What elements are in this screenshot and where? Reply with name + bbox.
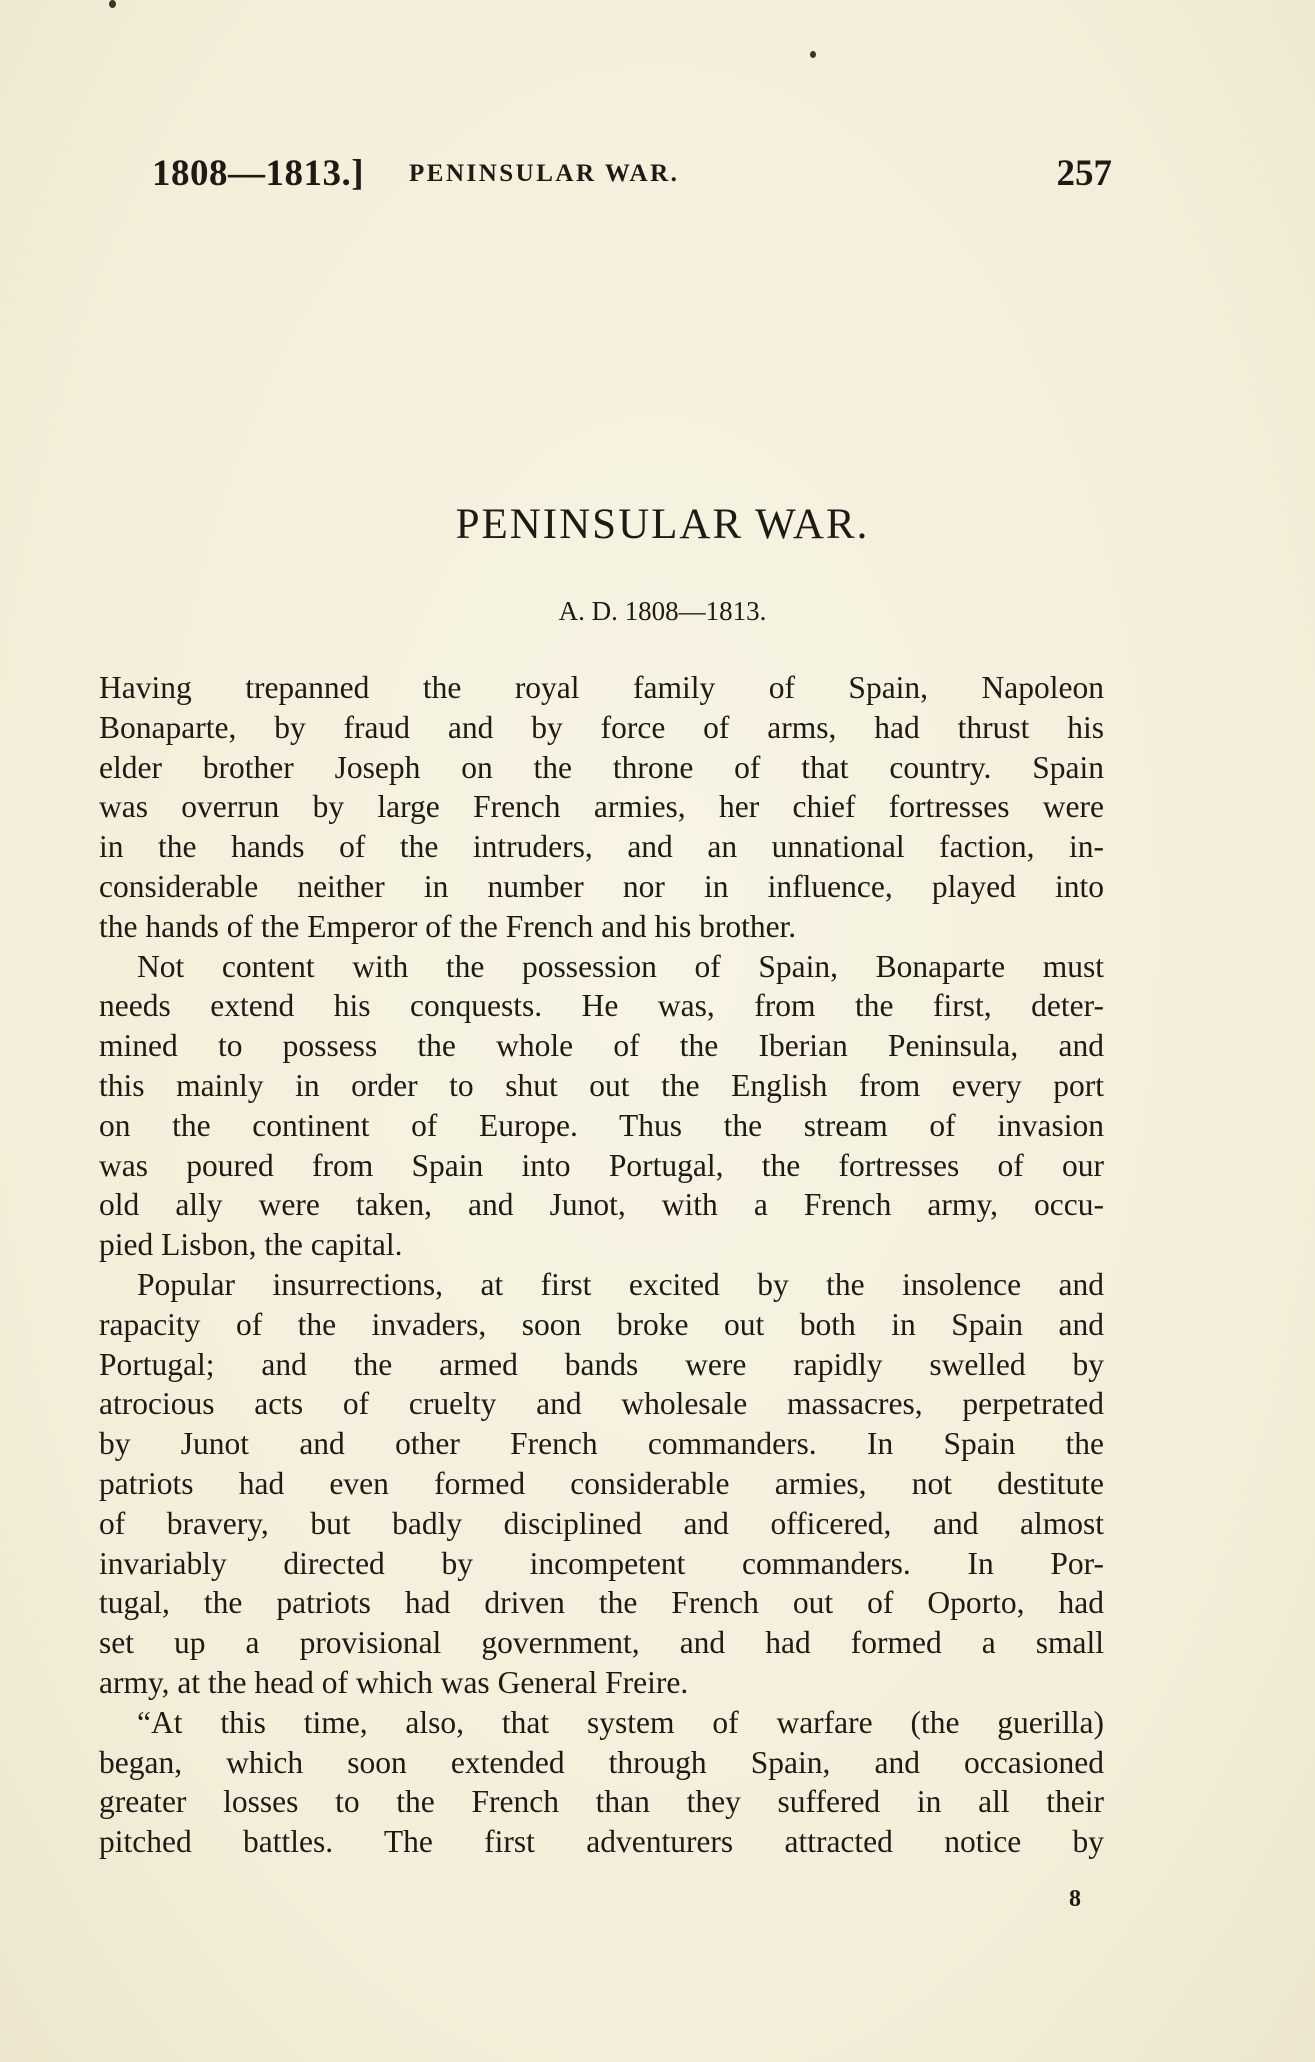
text-line: mined to possess the whole of the Iberian Peninsula, and bbox=[99, 1028, 1104, 1064]
running-head-title: PENINSULAR WAR. bbox=[409, 160, 680, 187]
chapter-title: PENINSULAR WAR. bbox=[455, 501, 870, 548]
text-line: elder brother Joseph on the throne of that country. Spain bbox=[99, 749, 1104, 785]
text-line: army, at the head of which was General Freire. bbox=[99, 1664, 689, 1700]
text-line: was overrun by large French armies, her chief fortresses were bbox=[99, 789, 1104, 825]
text-line: this mainly in order to shut out the English from every port bbox=[99, 1067, 1104, 1103]
text-line: set up a provisional government, and had formed a small bbox=[99, 1625, 1104, 1661]
chapter-dateline: A. D. 1808—1813. bbox=[558, 596, 767, 626]
signature-mark: 8 bbox=[1069, 1886, 1081, 1912]
text-line: Having trepanned the royal family of Spain, Napoleon bbox=[99, 670, 1104, 705]
text-line: Portugal; and the armed bands were rapidly swelled by bbox=[99, 1346, 1104, 1382]
text-line: by Junot and other French commanders. In Spain the bbox=[99, 1426, 1104, 1462]
text-line: the hands of the Emperor of the French and his brother. bbox=[99, 908, 797, 944]
text-line: considerable neither in number nor in influence, played into bbox=[99, 868, 1104, 904]
ink-speck bbox=[810, 51, 816, 58]
ink-speck bbox=[109, 0, 116, 8]
text-line: tugal, the patriots had driven the French out of Oporto, had bbox=[99, 1585, 1104, 1621]
text-line: old ally were taken, and Junot, with a French army, occu- bbox=[99, 1187, 1104, 1223]
text-line: greater losses to the French than they suffered in all their bbox=[99, 1784, 1104, 1820]
text-line: atrocious acts of cruelty and wholesale massacres, perpetrated bbox=[99, 1386, 1104, 1422]
text-line: invariably directed by incompetent commanders. In Por- bbox=[99, 1545, 1104, 1581]
text-line: pitched battles. The first adventurers attracted notice by bbox=[99, 1824, 1104, 1860]
page-number: 257 bbox=[1056, 153, 1112, 194]
text-line: began, which soon extended through Spain, and occasioned bbox=[99, 1744, 1104, 1780]
running-head bbox=[152, 152, 1152, 202]
text-line: Bonaparte, by fraud and by force of arms, had thrust his bbox=[99, 709, 1104, 745]
text-line: Not content with the possession of Spain, Bonaparte must bbox=[137, 948, 1104, 984]
text-line: “At this time, also, that system of warfare (the guerilla) bbox=[137, 1704, 1104, 1740]
text-line: needs extend his conquests. He was, from the first, deter- bbox=[99, 988, 1104, 1024]
text-line: rapacity of the invaders, soon broke out both in Spain and bbox=[99, 1306, 1104, 1342]
text-line: was poured from Spain into Portugal, the fortresses of our bbox=[99, 1147, 1104, 1183]
text-line: of bravery, but badly disciplined and officered, and almost bbox=[99, 1505, 1104, 1541]
text-line: on the continent of Europe. Thus the stream of invasion bbox=[99, 1107, 1104, 1143]
text-line: pied Lisbon, the capital. bbox=[99, 1227, 403, 1263]
text-line: in the hands of the intruders, and an unnational faction, in- bbox=[99, 829, 1104, 865]
text-line: patriots had even formed considerable armies, not destitute bbox=[99, 1465, 1104, 1501]
body-text bbox=[99, 668, 1104, 1862]
text-line: Popular insurrections, at first excited by the insolence and bbox=[137, 1266, 1104, 1302]
running-head-dates: 1808—1813.] bbox=[152, 153, 365, 194]
